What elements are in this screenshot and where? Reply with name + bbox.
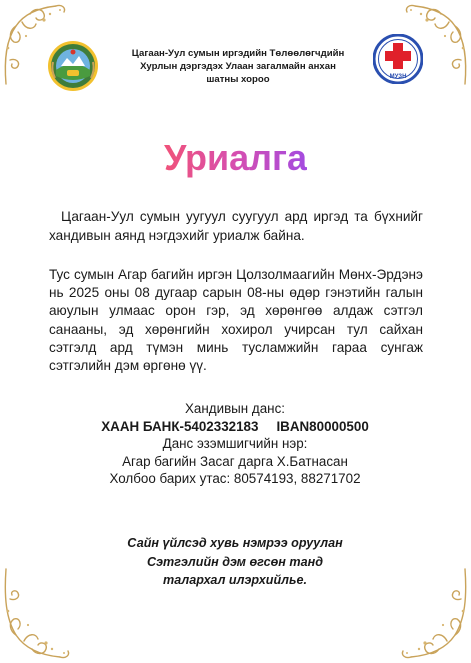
bank-account: ХААН БАНК-5402332183 [101,418,259,434]
bank-info [60,400,410,488]
bank-label: Хандивын данс: [185,401,285,416]
emblem-icon [47,40,99,92]
org-line-3: шатны хороо [206,74,270,85]
body-paragraph: Тус сумын Агар багийн иргэн Цолзолмаагийн Мөнх-Эрдэнэ нь 2025 оны 08 дугаар сарын 08-ны өдөр гэнэтийн галын аюулын улмаас орон гэр, эд хөрөнгөө алдаж сэтгэл санааны, эд хөрөнгийн хохирол учирсан тул сайхан сэтгэлд ард түмэн минь тусламжийн гараа сунгаж сэтгэлийн дэм өргөнө үү. [49,267,423,374]
bank-iban: IBAN80000500 [276,418,369,434]
contact-phone: Холбоо барих утас: 80574193, 88271702 [109,471,361,486]
organization-header [112,47,364,86]
red-cross-icon [373,34,423,84]
org-line-2: Хурлын дэргэдэх Улаан загалмайн анхан [140,61,336,72]
bank-account-line [60,418,410,436]
org-line-1: Цагаан-Уул сумын иргэдийн Төлөөлөгчдийн [131,48,345,59]
page-title [0,136,471,180]
thanks-line-2: Сэтгэлийн дэм өгсөн танд [147,554,323,569]
page-title-text: Уриалга [163,137,308,178]
owner-label: Данс эзэмшигчийн нэр: [162,436,308,451]
intro-paragraph: Цагаан-Уул сумын уугуул суугуул ард иргэд та бүхнийг хандивын аянд нэгдэхийг уриалж байна. [49,209,423,243]
red-cross-label: МУЗН [389,74,407,80]
owner-name: Агар багийн Засаг дарга Х.Батнасан [122,453,348,469]
thanks-line-3: талархал илэрхийлье. [163,573,307,587]
thanks-line-1: Сайн үйлсэд хувь нэмрээ оруулан [127,536,343,550]
thanks-message [60,534,410,590]
